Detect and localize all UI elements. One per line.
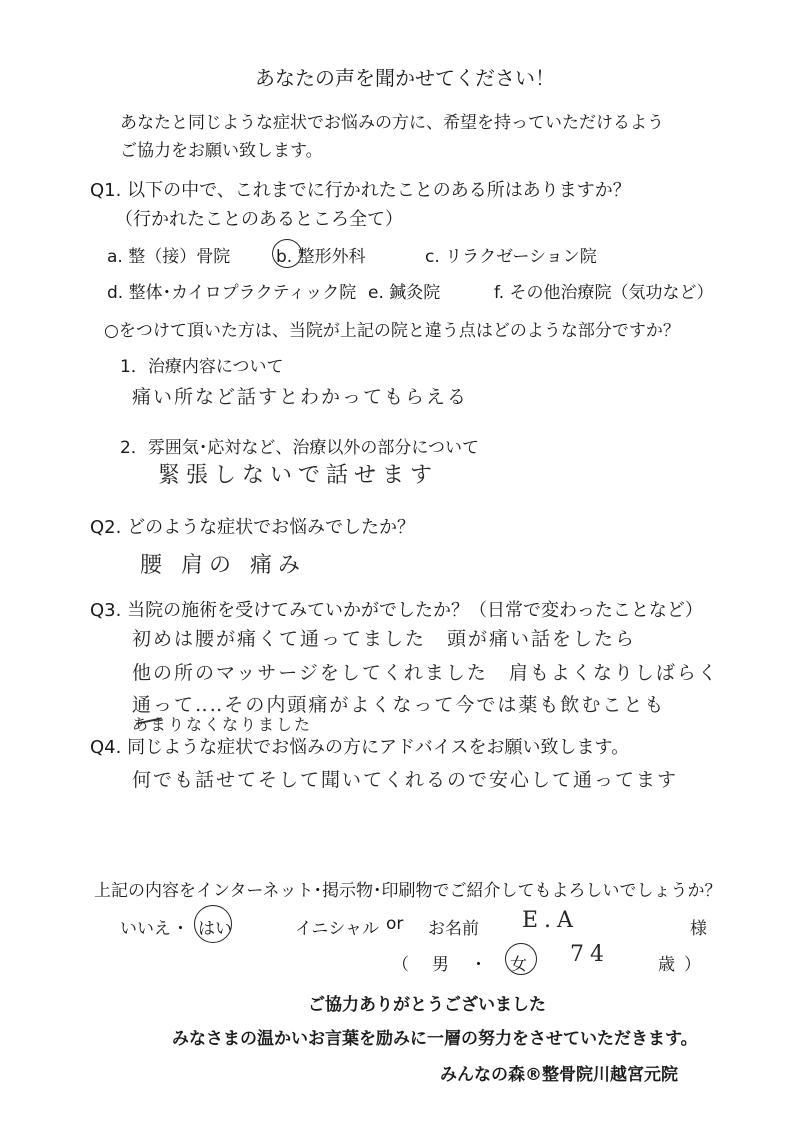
q1-sub2-answer: 緊張しないで話せます xyxy=(158,463,439,488)
name-label: お名前 xyxy=(428,919,479,939)
q1-followup: ○をつけて頂いた方は、当院が上記の院と違う点はどのような部分ですか？ xyxy=(104,321,680,341)
sama-label: 様 xyxy=(690,919,707,939)
q3-answer-line-2: 他の所のマッサージをしてくれました 肩もよくなりしばらく xyxy=(132,662,719,684)
clinic-name: みんなの森®整骨院川越宮元院 xyxy=(440,1065,678,1085)
age-label: 歳 xyxy=(658,955,675,975)
q3-answer-line-3: 通って‥‥その内頭痛がよくなって今では薬も飲むことも xyxy=(132,694,666,716)
name-value: E.A xyxy=(522,908,579,933)
thanks-text: ご協力ありがとうございました xyxy=(308,995,546,1015)
consent-no-label: いいえ xyxy=(120,919,171,939)
q4-answer: 何でも話せてそして聞いてくれるので安心して通ってます xyxy=(132,769,679,791)
q1-note: （行かれたことのあるところ全て） xyxy=(115,209,403,230)
q1-option-d: d. 整体･カイロプラクティック院 xyxy=(107,283,357,303)
or-label: or xyxy=(386,914,404,934)
initial-label: イニシャル xyxy=(295,919,379,939)
closing-message: みなさまの温かいお言葉を励みに一層の努力をさせていただきます。 xyxy=(172,1029,698,1049)
page-title: あなたの声を聞かせてください！ xyxy=(255,66,555,90)
q1-option-c: c. リラクゼーション院 xyxy=(425,247,597,267)
q1-sub1-answer: 痛い所など話すとわかってもらえる xyxy=(132,386,469,408)
q3-answer-line-1: 初めは腰が痛くて通ってました 頭が痛い話をしたら xyxy=(132,628,637,650)
intro-line-1: あなたと同じような症状でお悩みの方に、希望を持っていただけるよう xyxy=(120,113,664,133)
age-value: 74 xyxy=(570,942,610,967)
paren-open: （ xyxy=(392,955,409,975)
consent-dot: ・ xyxy=(172,919,189,939)
male-label: 男 xyxy=(432,955,449,975)
paren-close: ） xyxy=(684,955,701,975)
q3-answer-line-4: あまりなくなりました xyxy=(132,715,313,734)
q1-option-f: f. その他治療院（気功など） xyxy=(494,283,714,303)
q3-question: Q3. 当院の施術を受けてみていかがでしたか？（日常で変わったことなど） xyxy=(90,600,703,621)
q1-sub2-label: 2．雰囲気･応対など、治療以外の部分について xyxy=(120,438,479,458)
q1-option-e: e. 鍼灸院 xyxy=(368,283,441,303)
q4-question: Q4. 同じような症状でお悩みの方にアドバイスをお願い致します。 xyxy=(90,737,630,758)
consent-yes-label: はい xyxy=(198,919,232,939)
q2-answer: 腰 肩の 痛み xyxy=(140,553,306,578)
consent-question: 上記の内容をインターネット･掲示物･印刷物でご紹介してもよろしいでしょうか？ xyxy=(94,881,722,901)
q1-option-a: a. 整（接）骨院 xyxy=(107,247,231,267)
q1-sub1-label: 1．治療内容について xyxy=(120,357,284,377)
female-label: 女 xyxy=(510,955,527,975)
gender-dot: ・ xyxy=(470,955,487,975)
intro-line-2: ご協力をお願い致します。 xyxy=(120,141,323,161)
q1-question: Q1. 以下の中で、これまでに行かれたことのある所はありますか？ xyxy=(90,180,631,201)
q2-question: Q2. どのような症状でお悩みでしたか？ xyxy=(90,517,416,538)
q1-option-b: b. 整形外科 xyxy=(276,247,366,267)
